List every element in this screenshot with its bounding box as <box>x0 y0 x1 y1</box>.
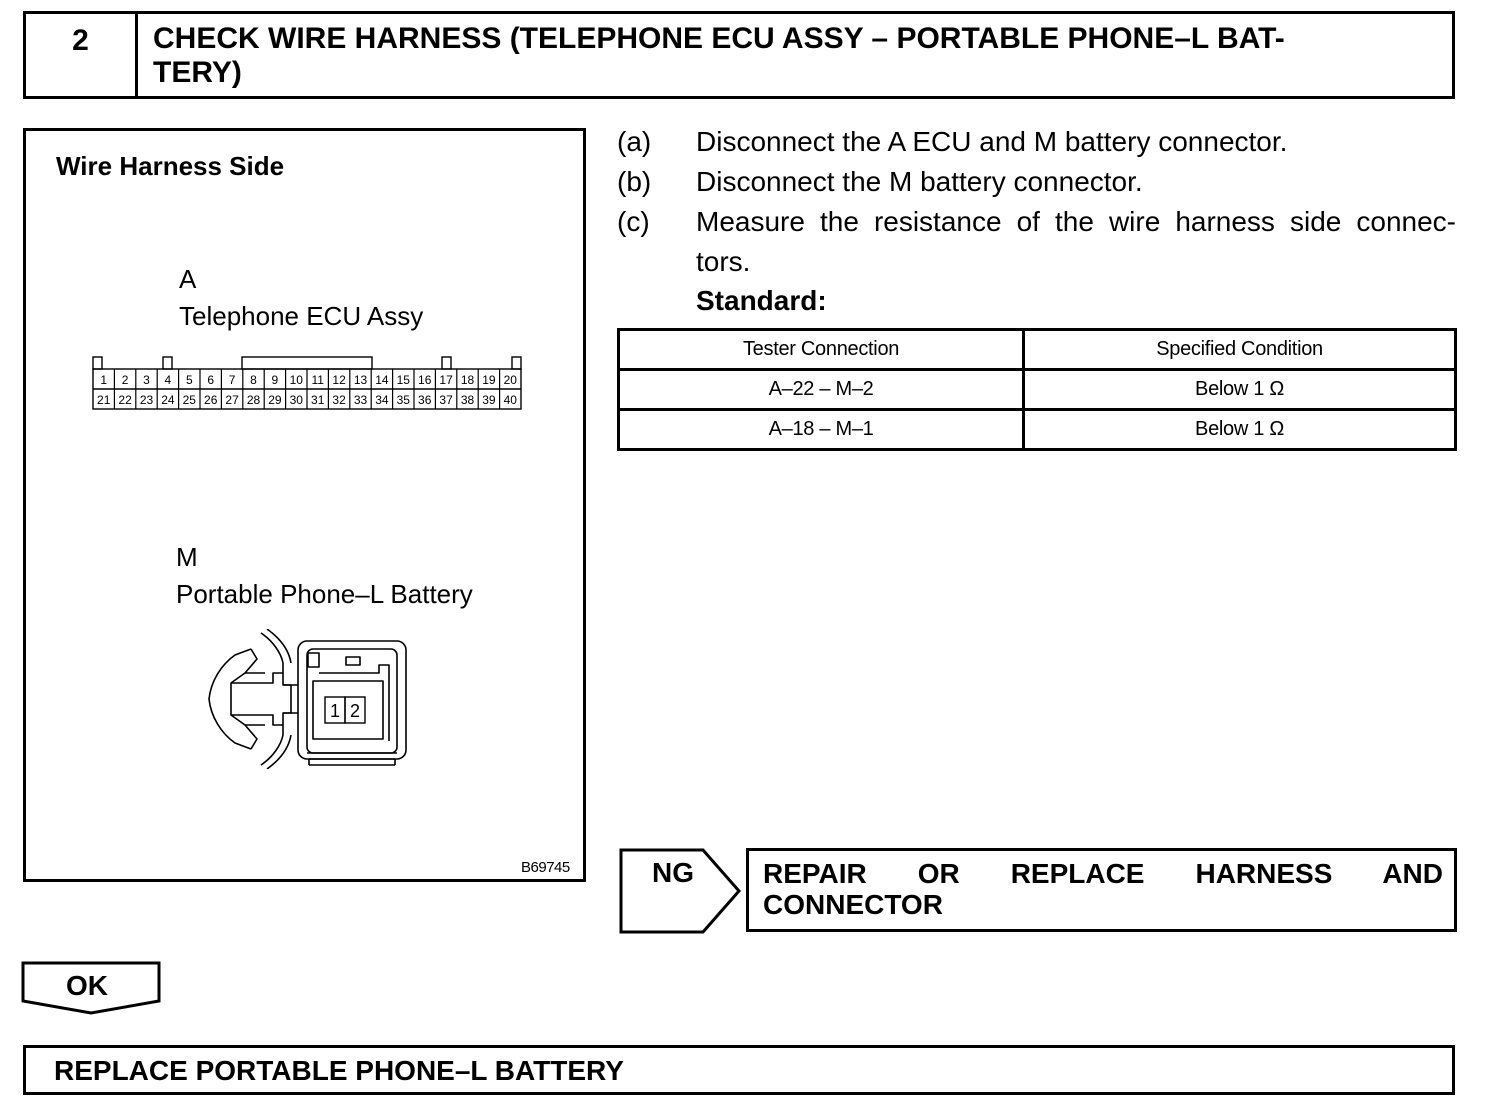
connector-a-pin: 16 <box>418 373 432 387</box>
instruction-text: Measure the resistance of the wire harness side connec- <box>696 206 1456 237</box>
table-cell: Below 1 Ω <box>1024 370 1456 410</box>
connector-a-pin: 12 <box>332 373 346 387</box>
figure-title: Wire Harness Side <box>56 151 285 181</box>
connector-a-pin: 18 <box>460 373 475 387</box>
connector-a-pin: 21 <box>97 393 111 407</box>
connector-a-pin: 25 <box>182 393 196 407</box>
instruction-label: (c) <box>617 206 650 237</box>
connector-a-pin: 1 <box>100 373 108 387</box>
connector-a-pin: 32 <box>332 393 346 407</box>
connector-a-pin: 2 <box>121 373 129 387</box>
connector-a-pin: 39 <box>482 393 496 407</box>
table-row <box>619 410 1456 450</box>
connector-a-pin: 17 <box>439 373 453 387</box>
wiring-figure <box>23 128 586 882</box>
connector-a-pin: 40 <box>503 393 517 407</box>
ng-action-line-1: REPAIR OR REPLACE HARNESS AND <box>763 858 1443 889</box>
connector-a-pin: 11 <box>311 373 324 387</box>
connector-a-pin: 20 <box>503 373 517 387</box>
ok-label: OK <box>66 970 108 1001</box>
connector-a-pin: 7 <box>228 373 236 387</box>
connector-a-pin: 38 <box>460 393 475 407</box>
ng-action-line-2: CONNECTOR <box>763 889 943 920</box>
connector-a-diagram <box>88 353 528 413</box>
connector-a-pin: 9 <box>271 373 279 387</box>
connector-a-pin: 34 <box>375 393 389 407</box>
ng-label: NG <box>652 857 694 888</box>
table-header: Tester Connection <box>619 330 1024 370</box>
connector-a-pin: 8 <box>250 373 257 387</box>
standard-label: Standard: <box>696 285 827 316</box>
connector-a-pin: 35 <box>396 393 410 407</box>
instruction-text-continued: tors. <box>696 246 751 277</box>
connector-a-pin: 26 <box>204 393 218 407</box>
connector-a-pin: 13 <box>353 373 368 387</box>
ng-action-box <box>746 848 1457 932</box>
final-action-box <box>23 1045 1455 1095</box>
spec-table <box>617 328 1457 451</box>
table-header-row <box>619 330 1456 370</box>
connector-a-pin: 6 <box>207 373 215 387</box>
connector-a-latch <box>93 357 102 369</box>
instruction-label: (b) <box>617 166 652 197</box>
instruction-label: (a) <box>617 126 652 157</box>
connector-a-pin: 29 <box>268 393 282 407</box>
connector-a-latch <box>442 357 451 369</box>
connector-a-pin: 4 <box>164 373 172 387</box>
connector-a-pin: 22 <box>118 393 132 407</box>
connector-a-pin: 36 <box>418 393 432 407</box>
table-header: Specified Condition <box>1024 330 1456 370</box>
instruction-text: Disconnect the M battery connector. <box>696 166 1143 197</box>
connector-a-letter: A <box>179 264 197 294</box>
connector-a-pin: 3 <box>143 373 150 387</box>
connector-a-pin: 14 <box>375 373 389 387</box>
connector-m-latch <box>308 653 319 667</box>
connector-a-pin: 33 <box>353 393 368 407</box>
connector-a-pin: 19 <box>482 373 496 387</box>
connector-a-pin: 37 <box>439 393 453 407</box>
connector-m-pin: 2 <box>349 701 361 721</box>
step-number: 2 <box>26 14 138 96</box>
final-action-text: REPLACE PORTABLE PHONE–L BATTERY <box>54 1055 624 1086</box>
connector-a-pin: 23 <box>139 393 154 407</box>
step-title-line-1: CHECK WIRE HARNESS (TELEPHONE ECU ASSY – PORTABLE PHONE–L BAT- <box>153 22 1285 55</box>
connector-m-name: Portable Phone–L Battery <box>176 579 473 609</box>
connector-a-key <box>242 357 372 369</box>
connector-a-pin: 15 <box>396 373 410 387</box>
table-row <box>619 370 1456 410</box>
connector-a-pin: 10 <box>289 373 303 387</box>
table-cell: A–22 – M–2 <box>619 370 1024 410</box>
connector-m-pin: 1 <box>329 701 341 721</box>
connector-a-pin: 30 <box>289 393 303 407</box>
connector-a-pin: 27 <box>225 393 239 407</box>
connector-m-letter: M <box>176 542 198 572</box>
connector-a-pin: 31 <box>311 393 325 407</box>
connector-m-diagram <box>201 629 416 769</box>
connector-a-latch <box>512 357 521 369</box>
connector-a-pin: 28 <box>246 393 261 407</box>
step-header <box>23 11 1455 99</box>
connector-a-pin: 24 <box>161 393 175 407</box>
connector-a-latch <box>163 357 172 369</box>
step-title <box>153 22 1443 90</box>
connector-a-pin: 5 <box>185 373 193 387</box>
step-title-line-2: TERY) <box>153 56 242 89</box>
table-cell: A–18 – M–1 <box>619 410 1024 450</box>
figure-code: B69745 <box>521 859 570 876</box>
table-cell: Below 1 Ω <box>1024 410 1456 450</box>
instruction-text: Disconnect the A ECU and M battery connector. <box>696 126 1288 157</box>
connector-a-name: Telephone ECU Assy <box>179 301 424 331</box>
